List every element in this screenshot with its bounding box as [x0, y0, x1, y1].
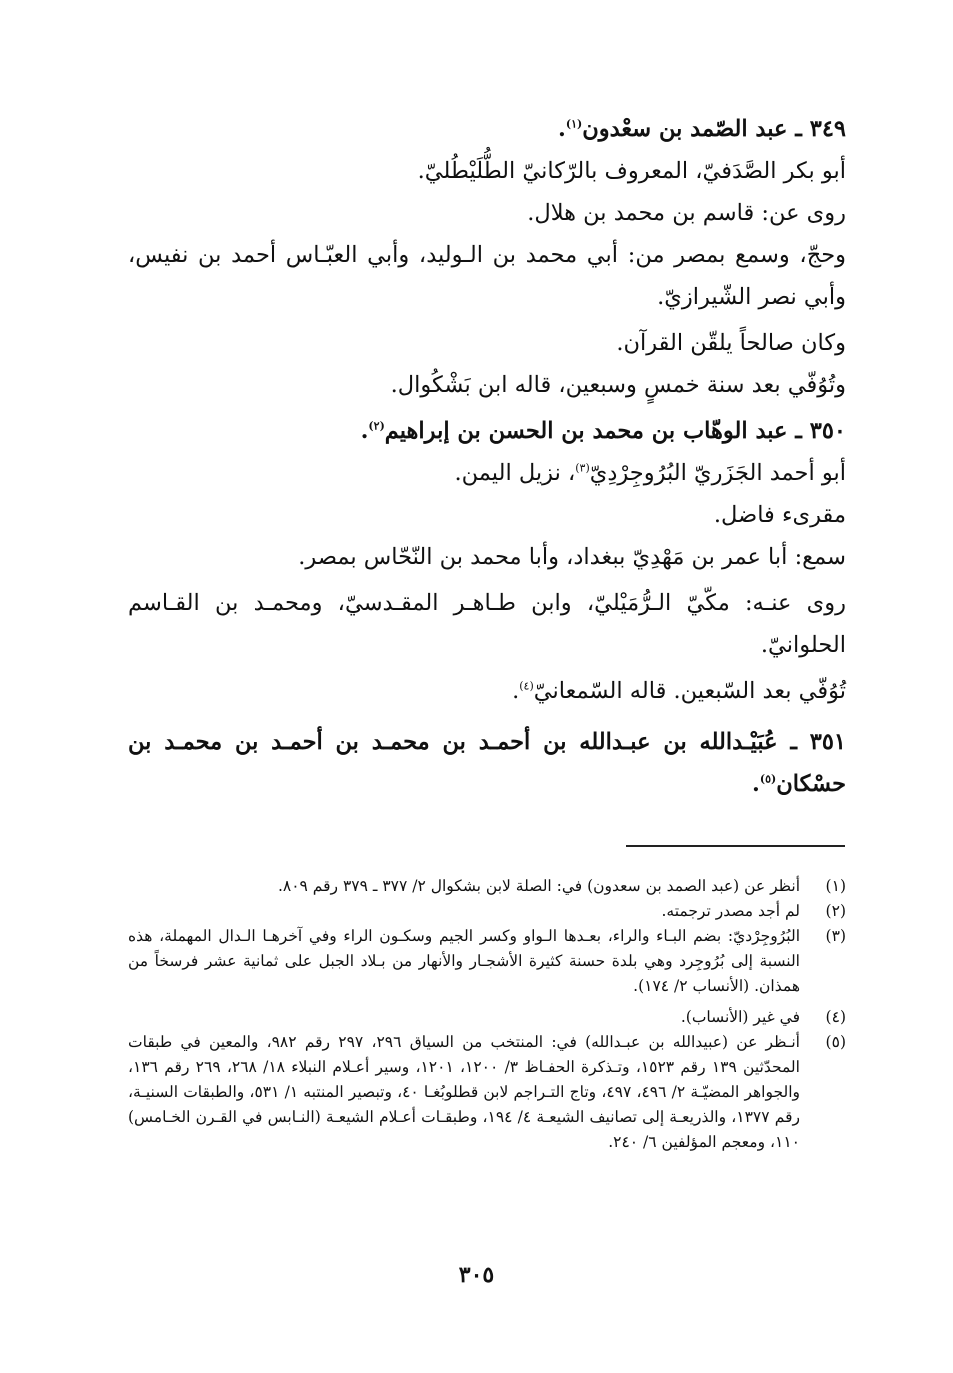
footnote-2 [128, 899, 846, 924]
main-text [128, 108, 846, 805]
text-line: تُوُفّي بعد السّبعين. قاله السّمعانيّ$^{(٤)}$. [512, 678, 846, 704]
footnote-ref-3: (٣) [575, 461, 590, 475]
footnote-ref-1: (١) [565, 117, 583, 131]
text-line: أبو بكر الصَّدَفيّ، المعروف بالرّكانيّ الطُّلَيْطُليّ. [417, 158, 846, 184]
text-line: أبو أحمد الجَزَريّ البُرُوجِرْدِيّ$^{(٣)}$، نزيل اليمن. [454, 460, 846, 486]
footnote-separator [626, 845, 845, 847]
footnote-5 [128, 1030, 846, 1155]
footnote-number: (٣) [825, 927, 846, 945]
footnote-text: أنـظر عن (عبيدالله بن عبـدالله) في: المنتخب من السياق ٢٩٦، ٢٩٧ رقم ٩٨٢، والمعين في طبقات المحدّثين ١٣٩ رقم ١٥٢٣، وتـذكرة الحفـاظ ٣/ ١٢٠٠، ١٢٠١، وسير أعـلام النبلاء ١٨/ ٢٦٨، ٢٦٩ رقم ١٣٦، والجواهر المضيّـة ٢/ ٤٩٦، ٤٩٧، وتاج التـراجم لابن قطلوبُغـا ٤٠، وتبصير المنتبه ١/ ٥٣١، والطبقات السنيـة، رقم ١٣٧٧، والذريعـة إلى تصانيف الشيعـة ٤/ ١٩٤، وطبقـات أعـلام الشيعـة (النـابس في القـرن الخـامس) ١١٠، ومعجم المؤلفين ٦/ ٢٤٠. [128, 1033, 801, 1151]
footnote-4 [128, 1005, 846, 1030]
footnote-number: (٢) [825, 902, 846, 920]
text-line: وتُوُفّي بعد سنة خمسٍ وسبعين، قاله ابن بَشْكُوال. [390, 372, 846, 398]
footnote-number: (٥) [825, 1033, 846, 1051]
footnote-text: في غير (الأنساب). [680, 1008, 800, 1026]
footnote-text: لم أجد مصدر ترجمته. [661, 902, 800, 920]
entry-heading-350: ٣٥٠ ـ عبد الوهّاب بن محمد بن الحسن بن إبراهيم$^{(٢)}$. [360, 418, 846, 444]
entry-heading-351: ٣٥١ ـ عُبَيْـدالله بن عبـدالله بن أحمـد بن محمـد بن أحمـد بن محمـد بن حسْكان$^{(٥)}$. [128, 729, 846, 797]
text-line: وكان صالحاً يلقّن القرآن. [616, 330, 846, 356]
text-paragraph: روى عنـه: مكّيّ الـرُّمَيْليّ، وابن طـاهـر المقـدسيّ، ومحمـد بن القـاسم الحلوانيّ. [128, 590, 846, 658]
footnote-text: البُرُوجِرْديّ: بضم البـاء والراء، بعـدها الـواو وكسر الجيم وسكـون الراء وفي آخرهـا الـدال المهملة، هذه النسبة إلى بُرُوجِرد وهي بلدة حسنة كثيرة الأشجـار والأنهار من بـلاد الجبل على ثمانية عشر فرسخاً من همذان. (الأنساب ٢/ ١٧٤). [128, 927, 800, 995]
footnote-3 [128, 924, 846, 999]
footnote-text: أنظر عن (عبد الصمد بن سعدون) في: الصلة لابن بشكوال ٢/ ٣٧٧ ـ ٣٧٩ رقم ٨٠٩. [277, 877, 800, 895]
page-number: ٣٠٥ [458, 1262, 495, 1288]
footnotes [128, 874, 846, 1155]
text-paragraph: وحجّ، وسمع بمصر من: أبي محمد بن الـوليد، وأبي العبّـاس أحمد بن نفيس، وأبي نصر الشّيرازيّ. [128, 242, 846, 310]
text-line: روى عن: قاسم بن محمد بن هلال. [527, 200, 846, 226]
entry-heading-349: ٣٤٩ ـ عبد الصّمد بن سعْدون$^{(١)}$. [558, 116, 846, 142]
footnote-number: (١) [825, 877, 846, 895]
footnote-ref-2: (٢) [368, 419, 385, 433]
footnote-number: (٤) [825, 1008, 846, 1026]
footnote-ref-4: (٤) [519, 679, 534, 693]
footnote-1 [128, 874, 846, 899]
footnote-ref-5: (٥) [759, 772, 777, 786]
text-line: سمع: أبا عمر بن مَهْدِيّ ببغداد، وأبا محمد بن النّحّاس بمصر. [298, 544, 846, 570]
text-line: مقرىء فاضل. [713, 502, 846, 528]
